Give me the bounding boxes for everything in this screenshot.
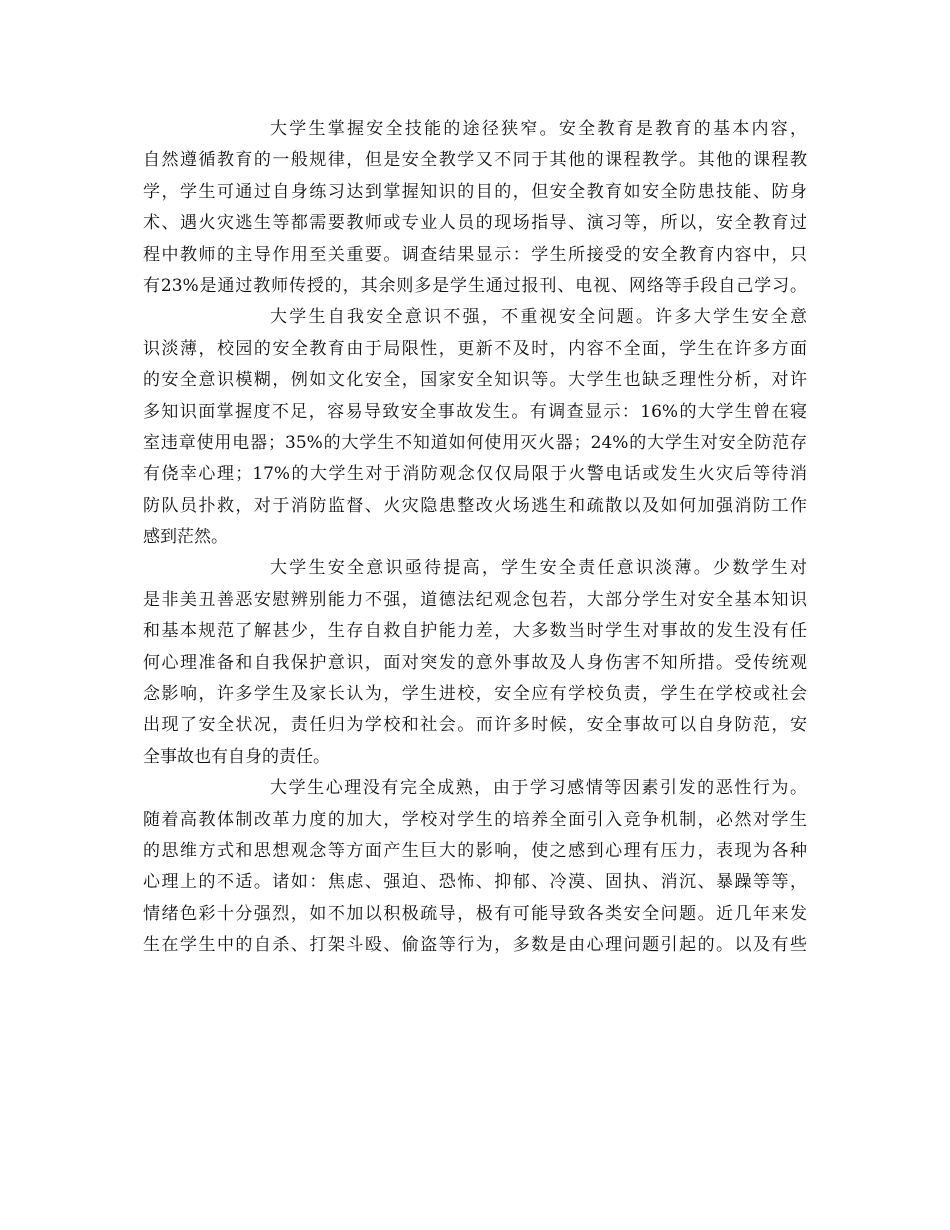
text-line: 室违章使用电器；35%的大学生不知道如何使用灭火器；24%的大学生对安全防范存 (143, 432, 807, 453)
text-line: 和基本规范了解甚少，生存自救自护能力差，大多数当时学生对事故的发生没有任 (143, 621, 807, 642)
text-line: 自然遵循教育的一般规律，但是安全教学又不同于其他的课程教学。其他的课程教 (143, 150, 807, 171)
text-line: 心理上的不适。诸如：焦虑、强迫、恐怖、抑郁、冷漠、固执、消沉、暴躁等等， (143, 872, 807, 893)
text-line: 学，学生可通过自身练习达到掌握知识的目的，但安全教育如安全防患技能、防身 (143, 181, 807, 202)
text-line: 术、遇火灾逃生等都需要教师或专业人员的现场指导、演习等，所以，安全教育过 (143, 213, 807, 234)
text-line: 随着高教体制改革力度的加大，学校对学生的培养全面引入竞争机制，必然对学生 (143, 809, 807, 830)
text-line: 的思维方式和思想观念等方面产生巨大的影响，使之感到心理有压力，表现为各种 (143, 840, 807, 861)
text-line: 有侥幸心理；17%的大学生对于消防观念仅仅局限于火警电话或发生火灾后等待消 (143, 464, 807, 485)
text-line: 何心理准备和自我保护意识，面对突发的意外事故及人身伤害不知所措。受传统观 (143, 652, 807, 673)
text-line: 全事故也有自身的责任。 (143, 746, 330, 767)
paragraph-first-line: 大学生安全意识亟待提高，学生安全责任意识淡薄。少数学生对 (270, 558, 807, 579)
text-line: 是非美丑善恶安慰辨别能力不强，道德法纪观念包若，大部分学生对安全基本知识 (143, 589, 807, 610)
paragraph-first-line: 大学生心理没有完全成熟，由于学习感情等因素引发的恶性行为。 (270, 778, 807, 799)
paragraph-first-line: 大学生自我安全意识不强，不重视安全问题。许多大学生安全意 (270, 307, 807, 328)
body-text (143, 114, 807, 962)
text-line: 有23%是通过教师传授的，其余则多是学生通过报刊、电视、网络等手段自己学习。 (143, 275, 807, 296)
text-line: 识淡薄，校园的安全教育由于局限性，更新不及时，内容不全面，学生在许多方面 (143, 338, 807, 359)
text-line: 的安全意识模糊，例如文化安全，国家安全知识等。大学生也缺乏理性分析，对许 (143, 370, 807, 391)
text-line: 情绪色彩十分强烈，如不加以积极疏导，极有可能导致各类安全问题。近几年来发 (143, 903, 807, 924)
text-line: 感到茫然。 (143, 527, 228, 548)
text-line: 念影响，许多学生及家长认为，学生进校，安全应有学校负责，学生在学校或社会 (143, 684, 807, 705)
paragraph-first-line: 大学生掌握安全技能的途径狭窄。安全教育是教育的基本内容， (270, 119, 807, 139)
text-line: 出现了安全状况，责任归为学校和社会。而许多时候，安全事故可以自身防范，安 (143, 715, 807, 736)
text-line: 多知识面掌握度不足，容易导致安全事故发生。有调查显示：16%的大学生曾在寝 (143, 401, 807, 422)
text-line: 防队员扑救，对于消防监督、火灾隐患整改火场逃生和疏散以及如何加强消防工作 (143, 495, 807, 516)
text-line: 程中教师的主导作用至关重要。调查结果显示：学生所接受的安全教育内容中，只 (143, 244, 807, 265)
text-line: 生在学生中的自杀、打架斗殴、偷盗等行为，多数是由心理问题引起的。以及有些 (143, 935, 807, 956)
